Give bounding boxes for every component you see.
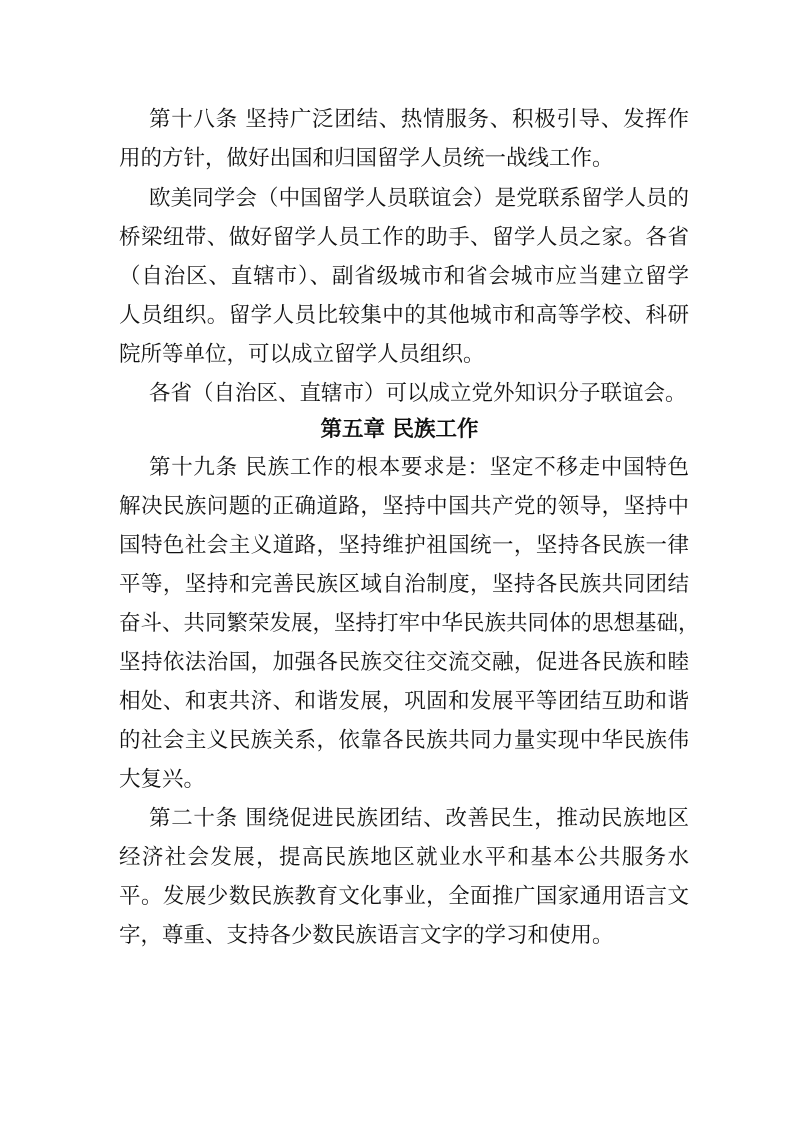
text-line: 大复兴。	[119, 767, 206, 792]
text-line: 奋斗、共同繁荣发展，坚持打牢中华民族共同体的思想基础，	[119, 611, 700, 636]
text-line: 各省（自治区、直辖市）可以成立党外知识分子联谊会。	[149, 381, 687, 406]
text-line: 国特色社会主义道路，坚持维护祖国统一，坚持各民族一律	[119, 533, 689, 558]
text-line: 平。发展少数民族教育文化事业，全面推广国家通用语言文	[119, 884, 689, 909]
text-line: 平等，坚持和完善民族区域自治制度，坚持各民族共同团结	[119, 572, 689, 597]
text-line: 人员组织。留学人员比较集中的其他城市和高等学校、科研	[119, 303, 689, 328]
chapter-heading: 第五章 民族工作	[320, 417, 479, 442]
text-line: 第二十条 围绕促进民族团结、改善民生，推动民族地区	[149, 806, 689, 831]
text-line: 的社会主义民族关系，依靠各民族共同力量实现中华民族伟	[119, 728, 689, 753]
text-line: 第十九条 民族工作的根本要求是：坚定不移走中国特色	[149, 455, 689, 480]
text-line: （自治区、直辖市）、副省级城市和省会城市应当建立留学	[119, 264, 689, 289]
text-line: 欧美同学会（中国留学人员联谊会）是党联系留学人员的	[149, 186, 689, 211]
text-line: 相处、和衷共济、和谐发展，巩固和发展平等团结互助和谐	[119, 689, 689, 714]
text-line: 第十八条 坚持广泛团结、热情服务、积极引导、发挥作	[149, 107, 689, 132]
text-line: 院所等单位，可以成立留学人员组织。	[119, 342, 485, 367]
text-line: 桥梁纽带、做好留学人员工作的助手、留学人员之家。各省	[119, 225, 689, 250]
text-line: 用的方针，做好出国和归国留学人员统一战线工作。	[119, 146, 614, 171]
text-line: 经济社会发展，提高民族地区就业水平和基本公共服务水	[119, 845, 689, 870]
text-line: 字，尊重、支持各少数民族语言文字的学习和使用。	[119, 923, 614, 948]
text-line: 解决民族问题的正确道路，坚持中国共产党的领导，坚持中	[119, 494, 689, 519]
text-line: 坚持依法治国，加强各民族交往交流交融，促进各民族和睦	[119, 650, 689, 675]
